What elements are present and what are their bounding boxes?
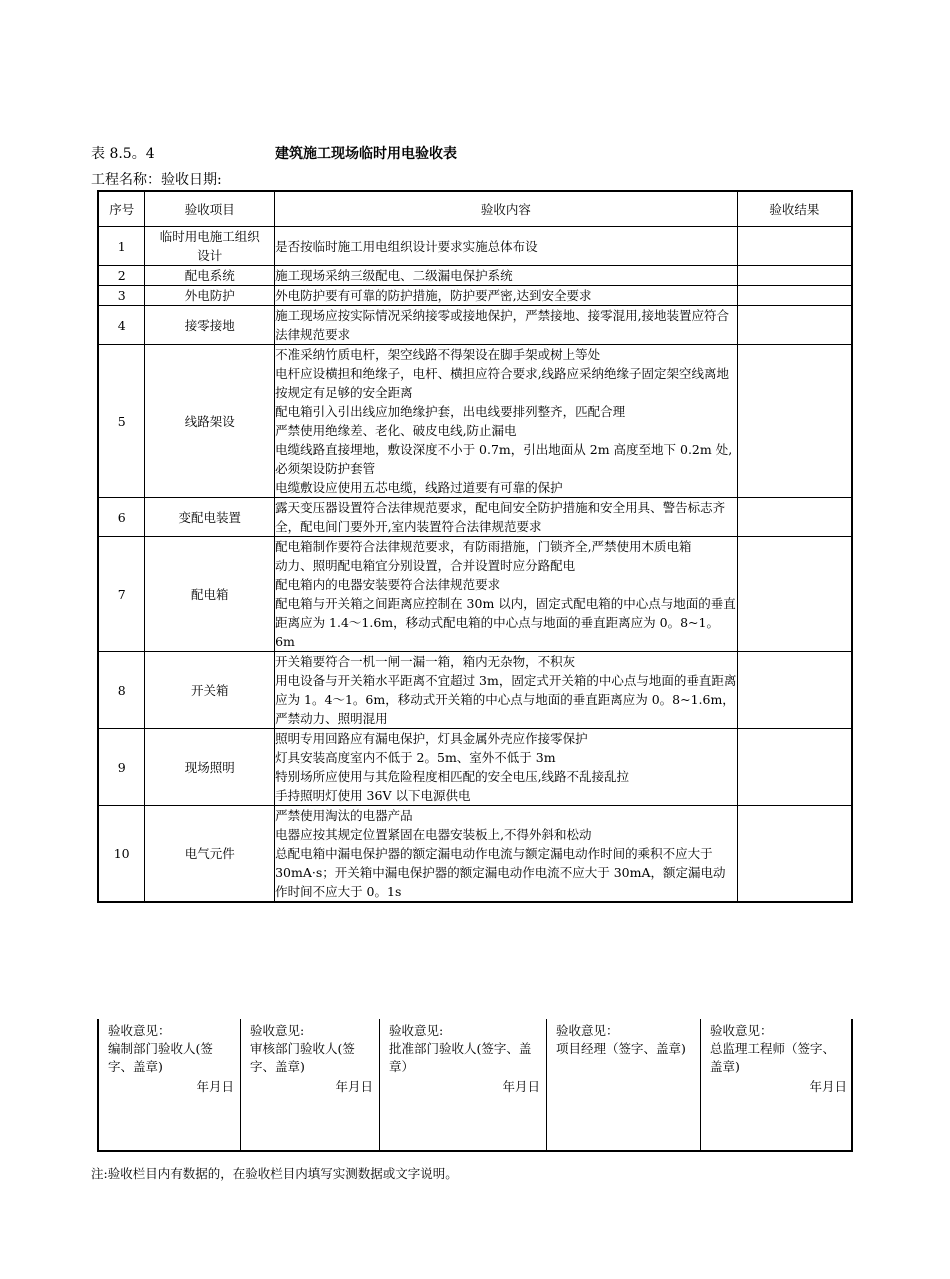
inspection-content bbox=[275, 537, 738, 652]
column-header-content: 验收内容 bbox=[275, 191, 738, 227]
inspection-content bbox=[275, 806, 738, 903]
inspection-item: 配电箱 bbox=[145, 537, 275, 652]
table-row bbox=[98, 306, 852, 345]
content-line: 是否按临时施工用电组织设计要求实施总体布设 bbox=[275, 238, 538, 254]
signer-role: 编制部门验收人(签字、盖章) bbox=[108, 1041, 213, 1074]
row-number: 1 bbox=[98, 227, 145, 266]
inspection-item: 外电防护 bbox=[145, 286, 275, 306]
inspection-content bbox=[275, 306, 738, 345]
signer-role: 批准部门验收人(签字、盖章） bbox=[389, 1041, 532, 1074]
project-subheading: 工程名称：验收日期: bbox=[91, 172, 222, 188]
table-row bbox=[98, 729, 852, 806]
inspection-item: 接零接地 bbox=[145, 306, 275, 345]
row-number: 3 bbox=[98, 286, 145, 306]
acceptance-table bbox=[97, 190, 853, 903]
content-line: 手持照明灯使用 36V 以下电源供电 bbox=[275, 788, 471, 803]
date-label: 年月日 bbox=[502, 1079, 540, 1094]
result-cell[interactable] bbox=[737, 537, 852, 652]
inspection-item: 临时用电施工组织设计 bbox=[145, 227, 275, 266]
content-line: 照明专用回路应有漏电保护，灯具金属外壳应作接零保护 bbox=[275, 731, 588, 746]
content-line: 严禁使用淘汰的电器产品 bbox=[275, 808, 413, 823]
result-cell[interactable] bbox=[737, 345, 852, 498]
signature-block-review-dept bbox=[241, 1019, 380, 1150]
signature-block-chief-supervisor bbox=[701, 1019, 853, 1150]
table-row bbox=[98, 498, 852, 537]
inspection-content bbox=[275, 729, 738, 806]
content-line: 用电设备与开关箱水平距离不宜超过 3m，固定式开关箱的中心点与地面的垂直距离应为 1。4～1。6m，移动式开关箱的中心点与地面的垂直距离应为 0。8~1.6m，严禁动力、照明混用 bbox=[275, 673, 737, 726]
row-number: 10 bbox=[98, 806, 145, 903]
table-row bbox=[98, 537, 852, 652]
content-line: 动力、照明配电箱宜分别设置，合并设置时应分路配电 bbox=[275, 558, 576, 573]
inspection-content bbox=[275, 286, 738, 306]
signature-block-project-manager bbox=[547, 1019, 701, 1150]
table-row bbox=[98, 345, 852, 498]
content-line: 开关箱要符合一机一闸一漏一箱，箱内无杂物，不积灰 bbox=[275, 654, 576, 669]
content-line: 配电箱与开关箱之间距离应控制在 30m 以内，固定式配电箱的中心点与地面的垂直距离应为 1.4～1.6m，移动式配电箱的中心点与地面的垂直距离应为 0。8~1。6m bbox=[275, 596, 736, 649]
table-header-row bbox=[98, 191, 852, 227]
content-line: 施工现场采纳三级配电、二级漏电保护系统 bbox=[275, 268, 513, 283]
opinion-label: 验收意见： bbox=[710, 1023, 773, 1038]
row-number: 5 bbox=[98, 345, 145, 498]
result-cell[interactable] bbox=[737, 306, 852, 345]
content-line: 电杆应设横担和绝缘子，电杆、横担应符合要求,线路应采纳绝缘子固定架空线离地按规定有足够的安全距离 bbox=[275, 366, 730, 400]
date-label: 年月日 bbox=[335, 1079, 373, 1094]
row-number: 9 bbox=[98, 729, 145, 806]
content-line: 外电防护要有可靠的防护措施，防护要严密,达到安全要求 bbox=[275, 288, 592, 303]
content-line: 电器应按其规定位置紧固在电器安装板上,不得外斜和松动 bbox=[275, 827, 592, 842]
date-label: 年月日 bbox=[196, 1079, 234, 1094]
signature-section bbox=[97, 1019, 853, 1152]
content-line: 配电箱内的电器安装要符合法律规范要求 bbox=[275, 577, 501, 592]
table-row bbox=[98, 227, 852, 266]
signer-role: 项目经理（签字、盖章) bbox=[556, 1041, 686, 1056]
table-row bbox=[98, 652, 852, 729]
title-row bbox=[91, 143, 861, 163]
signature-block-compiling-dept bbox=[99, 1019, 241, 1150]
footnote: 注:验收栏目内有数据的，在验收栏目内填写实测数据或文字说明。 bbox=[91, 1166, 458, 1181]
column-header-no: 序号 bbox=[98, 191, 145, 227]
row-number: 8 bbox=[98, 652, 145, 729]
date-label: 年月日 bbox=[809, 1079, 847, 1094]
result-cell[interactable] bbox=[737, 806, 852, 903]
inspection-content bbox=[275, 652, 738, 729]
inspection-item: 开关箱 bbox=[145, 652, 275, 729]
signer-role: 审核部门验收人(签字、盖章) bbox=[250, 1041, 355, 1074]
page-title: 建筑施工现场临时用电验收表 bbox=[275, 146, 457, 162]
opinion-label: 验收意见: bbox=[250, 1023, 305, 1038]
inspection-item: 电气元件 bbox=[145, 806, 275, 903]
content-line: 特别场所应使用与其危险程度相匹配的安全电压,线路不乱接乱拉 bbox=[275, 769, 630, 784]
inspection-item: 变配电装置 bbox=[145, 498, 275, 537]
result-cell[interactable] bbox=[737, 652, 852, 729]
result-cell[interactable] bbox=[737, 286, 852, 306]
content-line: 电缆线路直接埋地，敷设深度不小于 0.7m，引出地面从 2m 高度至地下 0.2m 处,必须架设防护套管 bbox=[275, 442, 733, 476]
signature-block-approval-dept bbox=[380, 1019, 547, 1150]
opinion-label: 验收意见: bbox=[389, 1023, 444, 1038]
opinion-label: 验收意见： bbox=[556, 1023, 619, 1038]
column-header-item: 验收项目 bbox=[145, 191, 275, 227]
table-row bbox=[98, 286, 852, 306]
content-line: 严禁使用绝缘差、老化、破皮电线,防止漏电 bbox=[275, 423, 517, 438]
content-line: 电缆敷设应使用五芯电缆，线路过道要有可靠的保护 bbox=[275, 480, 563, 495]
inspection-content bbox=[275, 498, 738, 537]
row-number: 4 bbox=[98, 306, 145, 345]
table-body bbox=[98, 227, 852, 903]
result-cell[interactable] bbox=[737, 227, 852, 266]
content-line: 配电箱引入引出线应加绝缘护套，出电线要排列整齐，匹配合理 bbox=[275, 404, 626, 419]
table-row bbox=[98, 806, 852, 903]
content-line: 灯具安装高度室内不低于 2。5m、室外不低于 3m bbox=[275, 750, 556, 765]
content-line: 配电箱制作要符合法律规范要求，有防雨措施，门锁齐全,严禁使用木质电箱 bbox=[275, 539, 692, 554]
result-cell[interactable] bbox=[737, 498, 852, 537]
row-number: 2 bbox=[98, 266, 145, 286]
content-line: 不准采纳竹质电杆，架空线路不得架设在脚手架或树上等处 bbox=[275, 347, 601, 362]
signer-role: 总监理工程师（签字、盖章) bbox=[710, 1041, 836, 1074]
table-row bbox=[98, 266, 852, 286]
result-cell[interactable] bbox=[737, 266, 852, 286]
row-number: 6 bbox=[98, 498, 145, 537]
inspection-item: 线路架设 bbox=[145, 345, 275, 498]
content-line: 露天变压器设置符合法律规范要求，配电间安全防护措施和安全用具、警告标志齐全，配电间门要外开,室内装置符合法律规范要求 bbox=[275, 500, 726, 534]
column-header-result: 验收结果 bbox=[737, 191, 852, 227]
inspection-content bbox=[275, 266, 738, 286]
opinion-label: 验收意见： bbox=[108, 1023, 171, 1038]
table-number: 表 8.5。4 bbox=[91, 146, 155, 162]
content-line: 施工现场应按实际情况采纳接零或接地保护，严禁接地、接零混用,接地装置应符合法律规范要求 bbox=[275, 308, 730, 342]
row-number: 7 bbox=[98, 537, 145, 652]
inspection-content bbox=[275, 345, 738, 498]
inspection-item: 配电系统 bbox=[145, 266, 275, 286]
content-line: 总配电箱中漏电保护器的额定漏电动作电流与额定漏电动作时间的乘积不应大于 30mA·s；开关箱中漏电保护器的额定漏电动作电流不应大于 30mA，额定漏电动作时间不应大于 0。1s bbox=[275, 846, 726, 899]
result-cell[interactable] bbox=[737, 729, 852, 806]
inspection-content bbox=[275, 227, 738, 266]
inspection-item: 现场照明 bbox=[145, 729, 275, 806]
